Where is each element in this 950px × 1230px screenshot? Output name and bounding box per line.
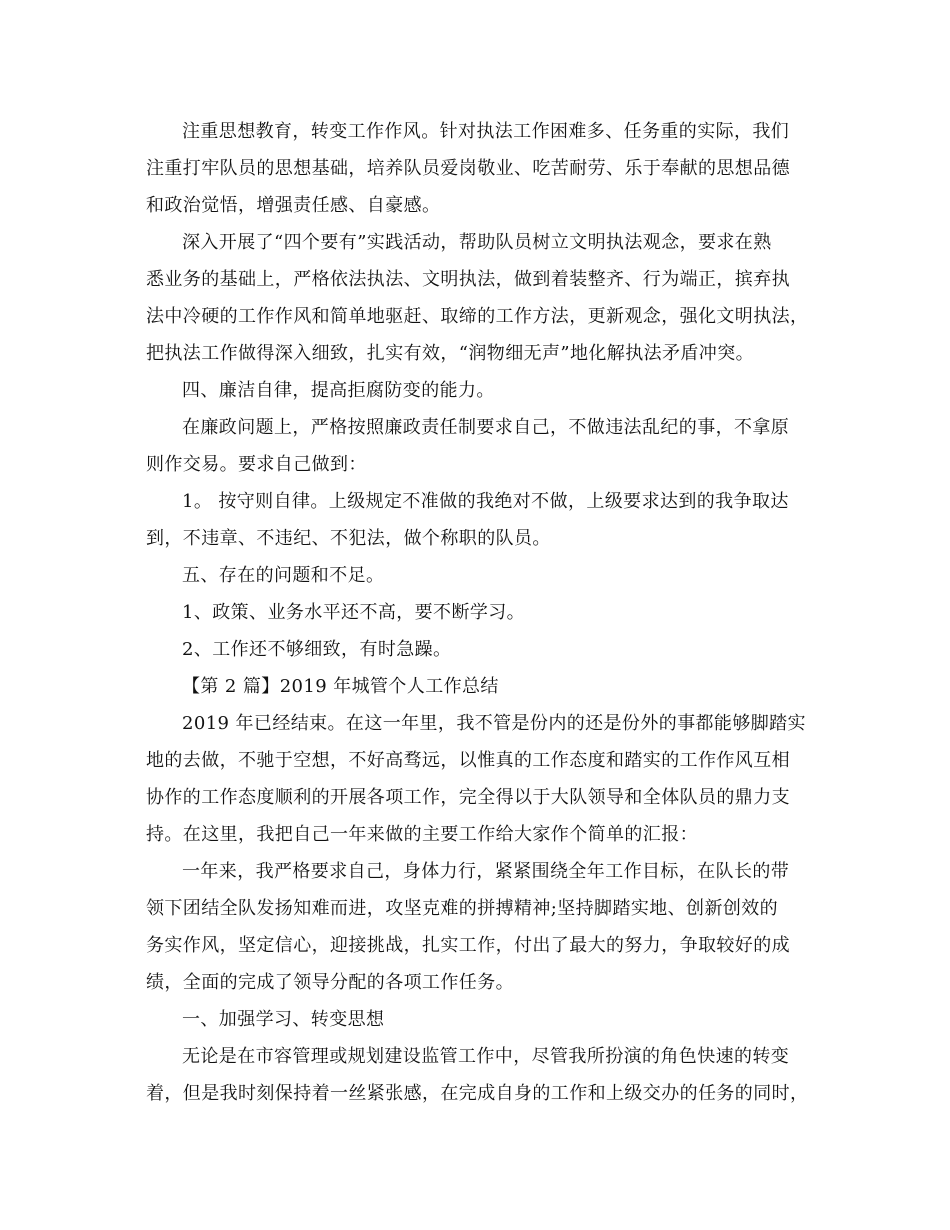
paragraph-line: 协作的工作态度顺利的开展各项工作，完全得以于大队领导和全体队员的鼎力支 xyxy=(146,787,790,808)
paragraph-line: 悉业务的基础上，严格依法执法、文明执法，做到着装整齐、行为端正，摈弃执 xyxy=(146,269,790,290)
list-item-line: 1、政策、业务水平还不高，要不断学习。 xyxy=(182,602,526,623)
paragraph-line: 绩，全面的完成了领导分配的各项工作任务。 xyxy=(146,972,514,993)
list-item-line: 1。 按守则自律。上级规定不准做的我绝对不做，上级要求达到的我争取达 xyxy=(182,491,789,512)
paragraph-line: 和政治觉悟，增强责任感、自豪感。 xyxy=(146,195,441,216)
paragraph-line: 持。在这里，我把自己一年来做的主要工作给大家作个简单的汇报： xyxy=(146,824,698,845)
section-heading: 四、廉洁自律，提高拒腐防变的能力。 xyxy=(182,380,495,401)
list-item-line: 2、工作还不够细致，有时急躁。 xyxy=(182,639,452,660)
paragraph-line: 则作交易。要求自己做到： xyxy=(146,454,367,475)
article-title: 【第 2 篇】2019 年城管个人工作总结 xyxy=(182,676,499,697)
paragraph-line: 地的去做，不驰于空想，不好高骛远，以惟真的工作态度和踏实的工作作风互相 xyxy=(146,750,790,771)
paragraph-line: 无论是在市容管理或规划建设监管工作中，尽管我所扮演的角色快速的转变 xyxy=(182,1046,790,1067)
list-item-line: 到，不违章、不违纪、不犯法，做个称职的队员。 xyxy=(146,528,551,549)
paragraph-line: 注重思想教育，转变工作作风。针对执法工作困难多、任务重的实际，我们 xyxy=(182,121,790,142)
paragraph-line: 深入开展了“四个要有”实践活动，帮助队员树立文明执法观念，要求在熟 xyxy=(182,232,772,253)
paragraph-line: 领下团结全队发扬知难而进，攻坚克难的拼搏精神;坚持脚踏实地、创新创效的 xyxy=(146,898,779,919)
paragraph-line: 在廉政问题上，严格按照廉政责任制要求自己，不做违法乱纪的事，不拿原 xyxy=(182,417,790,438)
paragraph-line: 2019 年已经结束。在这一年里，我不管是份内的还是份外的事都能够脚踏实 xyxy=(182,713,806,734)
section-heading: 五、存在的问题和不足。 xyxy=(182,565,385,586)
paragraph-line: 一年来，我严格要求自己，身体力行，紧紧围绕全年工作目标，在队长的带 xyxy=(182,861,790,882)
paragraph-line: 着，但是我时刻保持着一丝紧张感，在完成自身的工作和上级交办的任务的同时， xyxy=(146,1083,809,1104)
paragraph-line: 法中冷硬的工作作风和简单地驱赶、取缔的工作方法，更新观念，强化文明执法， xyxy=(146,306,809,327)
paragraph-line: 注重打牢队员的思想基础，培养队员爱岗敬业、吃苦耐劳、乐于奉献的思想品德 xyxy=(146,158,790,179)
section-heading: 一、加强学习、转变思想 xyxy=(182,1009,385,1030)
paragraph-line: 把执法工作做得深入细致，扎实有效，“润物细无声”地化解执法矛盾冲突。 xyxy=(146,343,755,364)
paragraph-line: 务实作风，坚定信心，迎接挑战，扎实工作，付出了最大的努力，争取较好的成 xyxy=(146,935,790,956)
